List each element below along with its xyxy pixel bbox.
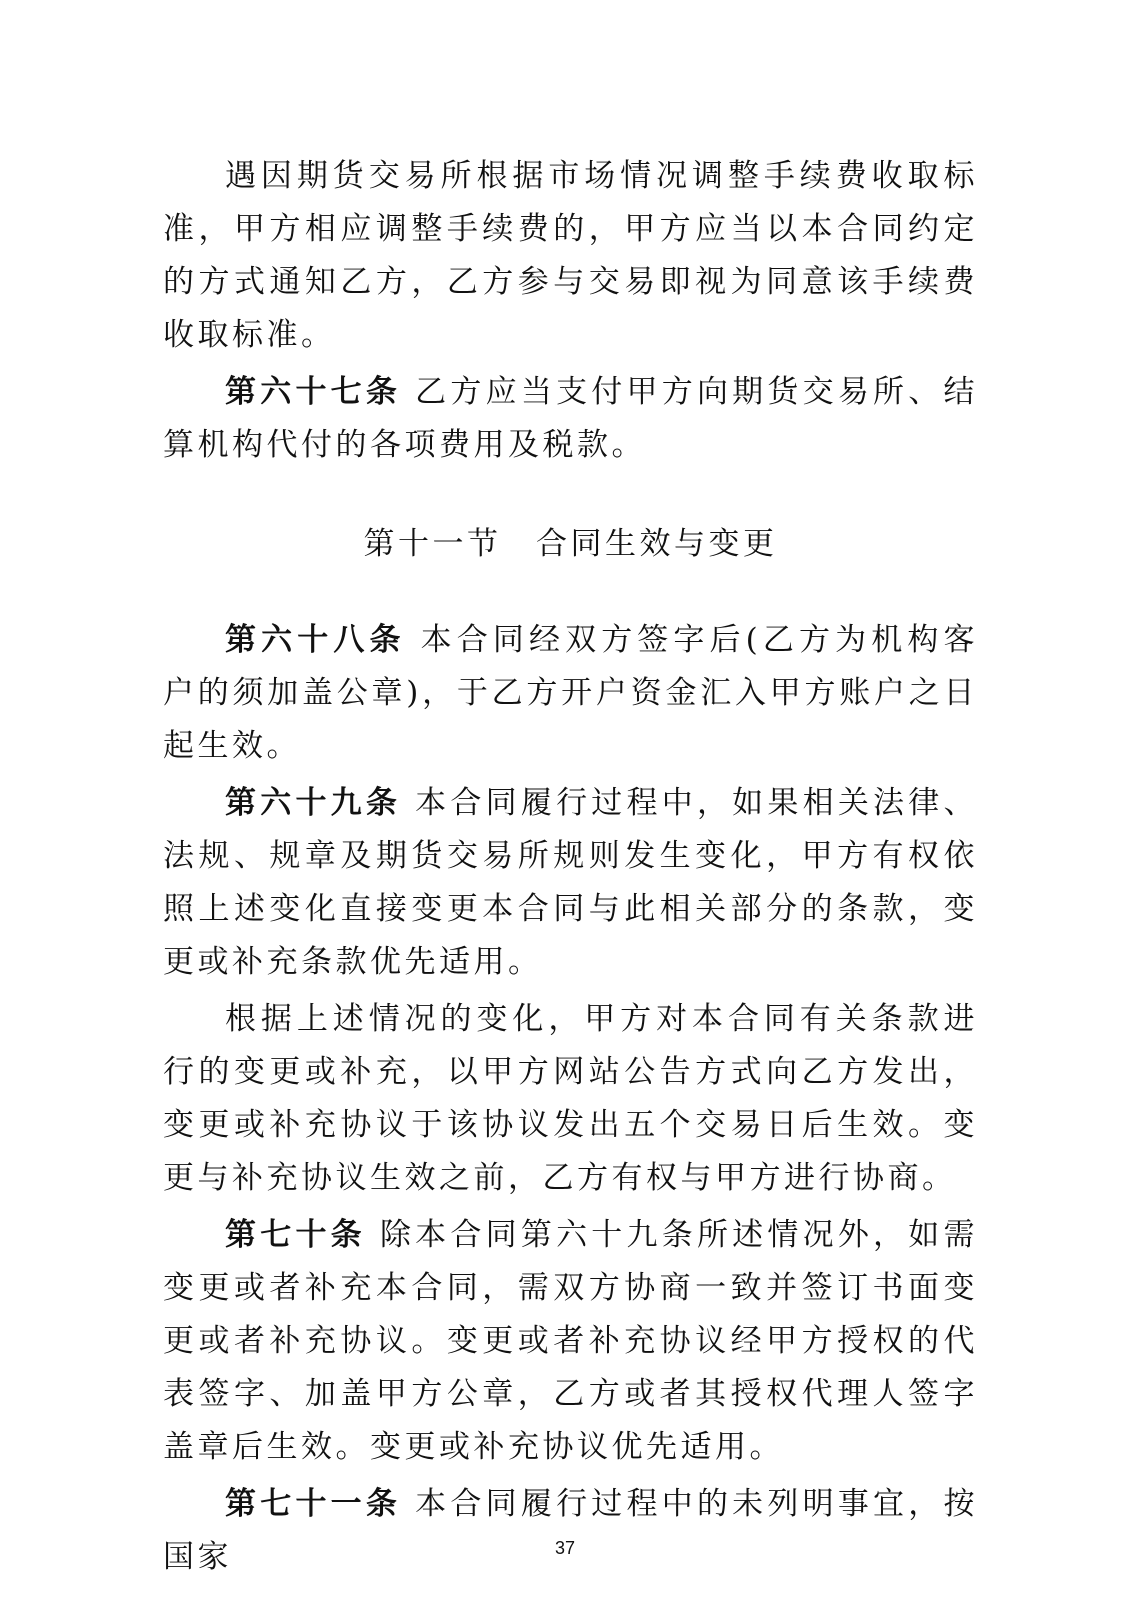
paragraph-text: 遇因期货交易所根据市场情况调整手续费收取标准，甲方相应调整手续费的，甲方应当以本合同约定的方式通知乙方，乙方参与交易即视为同意该手续费收取标准。 — [163, 158, 978, 353]
article-number: 第七十一条 — [225, 1486, 402, 1522]
article-number: 第七十条 — [225, 1217, 366, 1253]
article-number: 第六十八条 — [225, 622, 406, 658]
paragraph-article-68 — [163, 614, 978, 773]
paragraph-text: 根据上述情况的变化，甲方对本合同有关条款进行的变更或补充，以甲方网站公告方式向乙方发出，变更或补充协议于该协议发出五个交易日后生效。变更与补充协议生效之前，乙方有权与甲方进行协商。 — [163, 1001, 978, 1196]
paragraph-article-67 — [163, 366, 978, 472]
article-number: 第六十九条 — [225, 785, 402, 821]
section-heading: 第十一节 合同生效与变更 — [363, 526, 778, 562]
paragraph-text: 除本合同第六十九条所述情况外，如需变更或者补充本合同，需双方协商一致并签订书面变更或者补充协议。变更或者补充协议经甲方授权的代表签字、加盖甲方公章，乙方或者其授权代理人签字盖章后生效。变更或补充协议优先适用。 — [163, 1217, 978, 1465]
page-body — [163, 150, 978, 1584]
paragraph-text: 本合同经双方签字后(乙方为机构客户的须加盖公章)，于乙方开户资金汇入甲方账户之日起生效。 — [163, 622, 978, 764]
paragraph-article-69 — [163, 777, 978, 989]
paragraph-article-70 — [163, 1209, 978, 1474]
paragraph-text: 乙方应当支付甲方向期货交易所、结算机构代付的各项费用及税款。 — [163, 374, 978, 463]
paragraph-change-notice — [163, 993, 978, 1205]
paragraph-article-71 — [163, 1478, 978, 1584]
article-number: 第六十七条 — [225, 374, 402, 410]
paragraph-fee-adjustment — [163, 150, 978, 362]
paragraph-text: 本合同履行过程中的未列明事宜，按国家 — [163, 1486, 978, 1575]
page-number: 37 — [554, 1538, 576, 1558]
paragraph-text: 本合同履行过程中，如果相关法律、法规、规章及期货交易所规则发生变化，甲方有权依照上述变化直接变更本合同与此相关部分的条款，变更或补充条款优先适用。 — [163, 785, 978, 980]
